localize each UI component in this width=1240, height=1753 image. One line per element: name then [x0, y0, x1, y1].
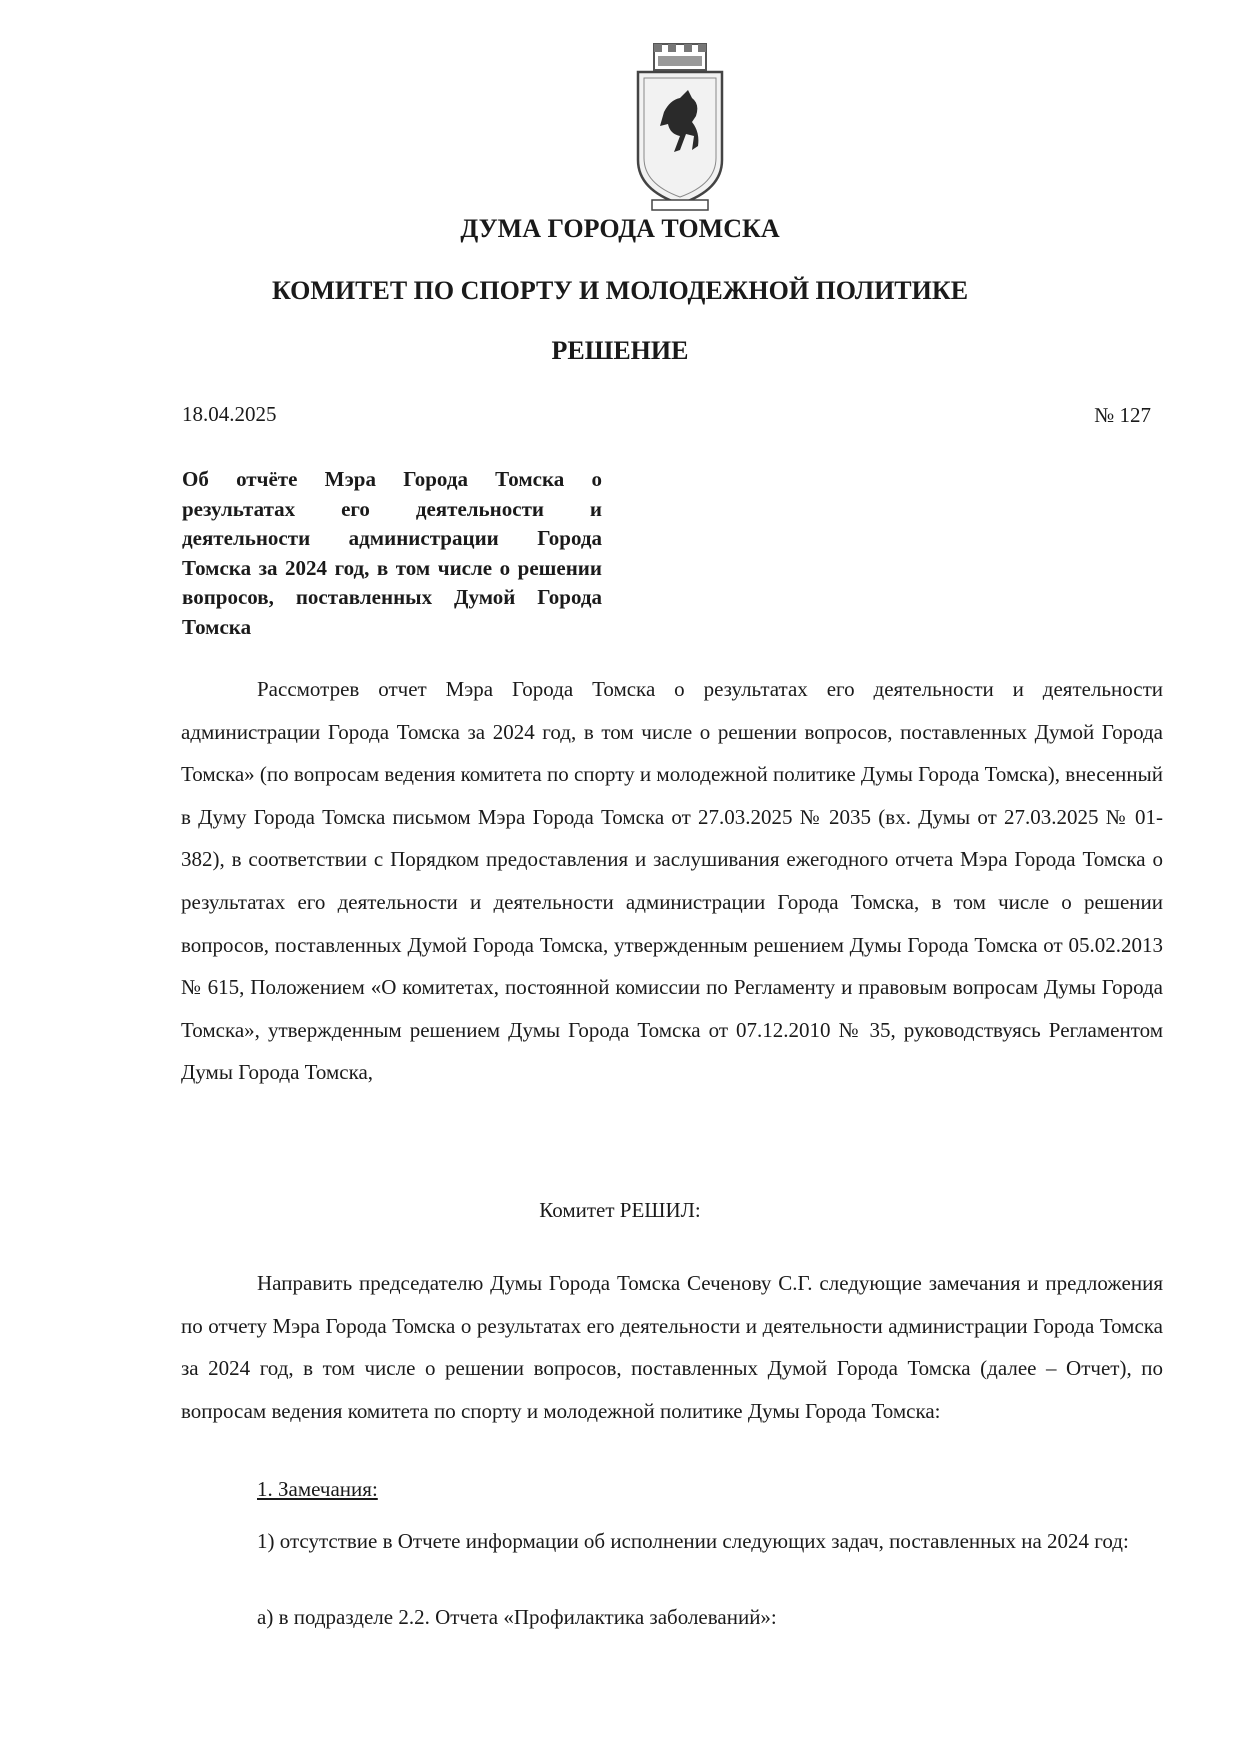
decision-subject: Об отчёте Мэра Города Томска о результатах его деятельности и деятельности администрации Города Томска за 2024 год, в том числе о решении вопросов, поставленных Думой Города Томска	[182, 467, 602, 639]
decision-date: 18.04.2025	[182, 402, 277, 426]
document-type: РЕШЕНИЕ	[551, 336, 689, 365]
committee-title: КОМИТЕТ ПО СПОРТУ И МОЛОДЕЖНОЙ ПОЛИТИКЕ	[271, 276, 969, 305]
org-title: ДУМА ГОРОДА ТОМСКА	[460, 214, 780, 243]
crown-icon	[654, 44, 706, 70]
decision-number: № 127	[1094, 403, 1151, 427]
city-coat-of-arms-emblem	[630, 42, 730, 214]
remarks-heading: 1. Замечания:	[257, 1477, 378, 1501]
remark-1: 1) отсутствие в Отчете информации об исполнении следующих задач, поставленных на 2024 год:	[257, 1529, 1129, 1553]
remark-1a: а) в подразделе 2.2. Отчета «Профилактика заболеваний»:	[257, 1605, 777, 1629]
preamble-paragraph: Рассмотрев отчет Мэра Города Томска о результатах его деятельности и деятельности администрации Города Томска за 2024 год, в том числе о решении вопросов, поставленных Думой Города Томска» (по вопросам ведения комитета по спорту и молодежной политике Думы Города Томска), внесенный в Думу Города Томска письмом Мэра Города Томска от 27.03.2025 № 2035 (вх. Думы от 27.03.2025 № 01-382), в соответствии с Порядком предоставления и заслушивания ежегодного отчета Мэра Города Томска о результатах его деятельности и деятельности администрации Города Томска, в том числе о решении вопросов, поставленных Думой Города Томска, утвержденным решением Думы Города Томска от 05.02.2013 № 615, Положением «О комитетах, постоянной комиссии по Регламенту и правовым вопросам Думы Города Томска», утвержденным решением Думы Города Томска от 07.12.2010 № 35, руководствуясь Регламентом Думы Города Томска,	[181, 677, 1163, 1085]
decision-paragraph: Направить председателю Думы Города Томска Сеченову С.Г. следующие замечания и предложения по отчету Мэра Города Томска о результатах его деятельности и деятельности администрации Города Томска за 2024 год, в том числе о решении вопросов, поставленных Думой Города Томска (далее – Отчет), по вопросам ведения комитета по спорту и молодежной политике Думы Города Томска:	[181, 1271, 1163, 1423]
committee-decided: Комитет РЕШИЛ:	[539, 1198, 701, 1222]
ribbon-icon	[652, 200, 708, 210]
